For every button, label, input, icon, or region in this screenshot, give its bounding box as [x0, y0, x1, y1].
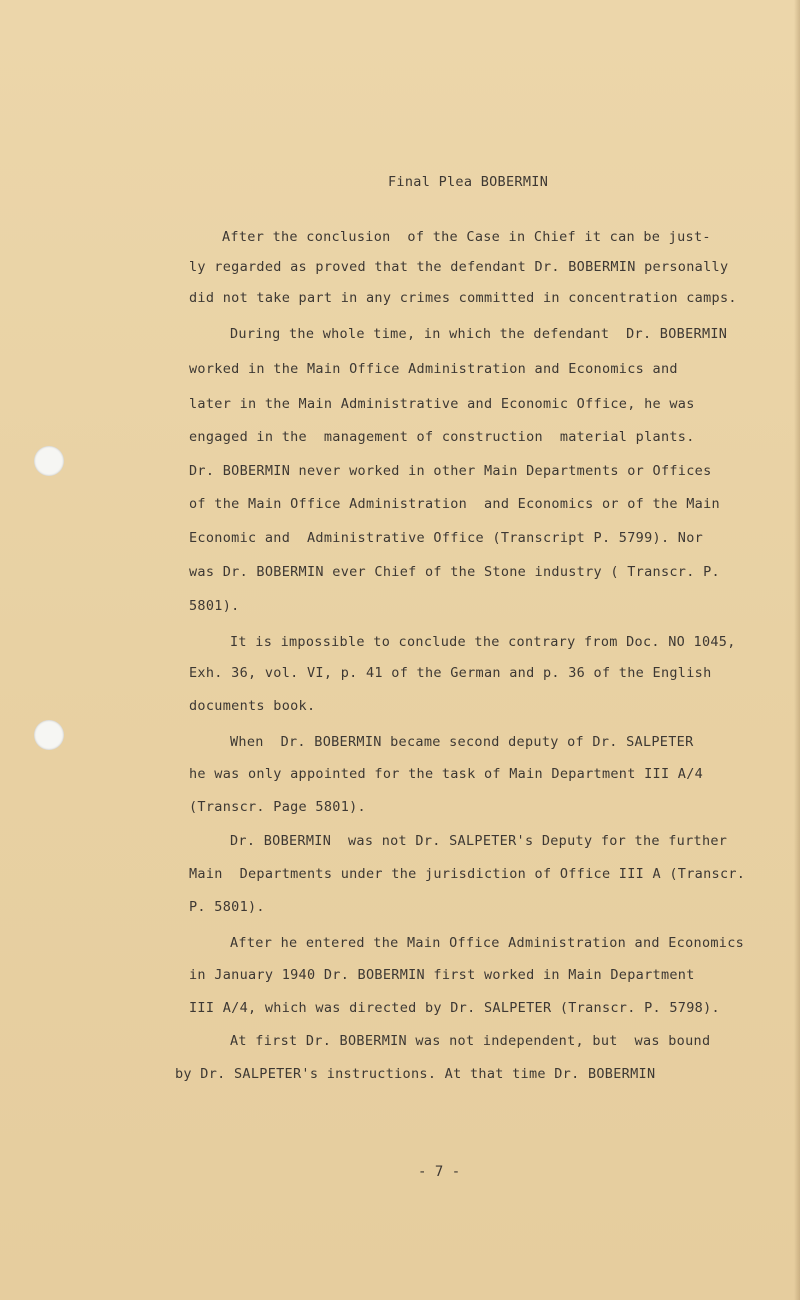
- document-title: Final Plea BOBERMIN: [388, 174, 549, 190]
- paragraph-line: in January 1940 Dr. BOBERMIN first worked in Main Department: [189, 967, 695, 983]
- paragraph-line: Main Departments under the jurisdiction of Office III A (Transcr.: [189, 866, 746, 882]
- paragraph-line: At first Dr. BOBERMIN was not independent, but was bound: [230, 1033, 711, 1049]
- paragraph-line: did not take part in any crimes committed in concentration camps.: [189, 290, 737, 306]
- paragraph-line: worked in the Main Office Administration and Economics and: [189, 361, 678, 377]
- paragraph-line: ly regarded as proved that the defendant Dr. BOBERMIN personally: [189, 259, 729, 275]
- paragraph-line: (Transcr. Page 5801).: [189, 799, 366, 815]
- paragraph-line: he was only appointed for the task of Main Department III A/4: [189, 766, 704, 782]
- paragraph-line: 5801).: [189, 598, 240, 614]
- paragraph-line: of the Main Office Administration and Economics or of the Main: [189, 496, 720, 512]
- page-number: - 7 -: [418, 1164, 461, 1180]
- paragraph-line: P. 5801).: [189, 899, 265, 915]
- paragraph-line: III A/4, which was directed by Dr. SALPETER (Transcr. P. 5798).: [189, 1000, 720, 1016]
- paragraph-line: engaged in the management of construction material plants.: [189, 429, 695, 445]
- paragraph-line: Economic and Administrative Office (Transcript P. 5799). Nor: [189, 530, 704, 546]
- paragraph-line: by Dr. SALPETER's instructions. At that time Dr. BOBERMIN: [175, 1066, 656, 1082]
- paragraph-line: Dr. BOBERMIN never worked in other Main Departments or Offices: [189, 463, 712, 479]
- punch-hole-top: [34, 446, 64, 476]
- paragraph-line: was Dr. BOBERMIN ever Chief of the Stone industry ( Transcr. P.: [189, 564, 720, 580]
- paragraph-line: When Dr. BOBERMIN became second deputy of Dr. SALPETER: [230, 734, 694, 750]
- paragraph-line: Dr. BOBERMIN was not Dr. SALPETER's Deputy for the further: [230, 833, 728, 849]
- punch-hole-bottom: [34, 720, 64, 750]
- paragraph-line: After he entered the Main Office Administration and Economics: [230, 935, 745, 951]
- page-edge-shadow: [794, 0, 800, 1300]
- paragraph-line: It is impossible to conclude the contrary from Doc. NO 1045,: [230, 634, 736, 650]
- paragraph-line: After the conclusion of the Case in Chief it can be just-: [222, 229, 711, 245]
- paragraph-line: documents book.: [189, 698, 316, 714]
- paragraph-line: Exh. 36, vol. VI, p. 41 of the German and p. 36 of the English: [189, 665, 712, 681]
- paragraph-line: later in the Main Administrative and Economic Office, he was: [189, 396, 695, 412]
- paragraph-line: During the whole time, in which the defendant Dr. BOBERMIN: [230, 326, 728, 342]
